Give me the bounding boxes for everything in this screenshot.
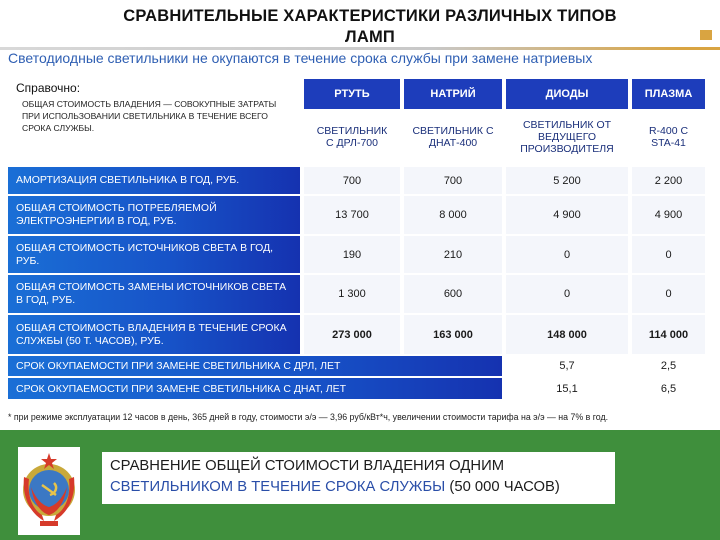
row-label: АМОРТИЗАЦИЯ СВЕТИЛЬНИКА В ГОД, РУБ. (8, 166, 302, 195)
payback-label: СРОК ОКУПАЕМОСТИ ПРИ ЗАМЕНЕ СВЕТИЛЬНИКА С ДНАТ, ЛЕТ (8, 377, 504, 399)
cell-value: 8 000 (402, 195, 504, 235)
summary-line-2-blue: СВЕТИЛЬНИКОМ В ТЕЧЕНИЕ СРОКА СЛУЖБЫ (110, 479, 446, 495)
column-header-mercury: РТУТЬ (302, 79, 402, 109)
table-row (8, 274, 705, 314)
summary-box (102, 452, 615, 504)
column-header-plasma: ПЛАЗМА (630, 79, 705, 109)
table-row (8, 195, 705, 235)
cell-value: 5 200 (504, 166, 630, 195)
cell-value: 148 000 (504, 314, 630, 355)
column-header-diodes: ДИОДЫ (504, 79, 630, 109)
row-label: ОБЩАЯ СТОИМОСТЬ ИСТОЧНИКОВ СВЕТА В ГОД, РУБ. (8, 235, 302, 274)
cell-value: 2 200 (630, 166, 705, 195)
table-row (8, 166, 705, 195)
row-label: ОБЩАЯ СТОИМОСТЬ ВЛАДЕНИЯ В ТЕЧЕНИЕ СРОКА СЛУЖБЫ (50 Т. ЧАСОВ), РУБ. (8, 314, 302, 355)
table-row (8, 235, 705, 274)
row-label: ОБЩАЯ СТОИМОСТЬ ЗАМЕНЫ ИСТОЧНИКОВ СВЕТА В ГОД, РУБ. (8, 274, 302, 314)
cell-value: 210 (402, 235, 504, 274)
title-line-2: ЛАМП (345, 28, 395, 46)
device-mercury: СВЕТИЛЬНИК С ДРЛ-700 (302, 109, 402, 166)
cell-value: 4 900 (630, 195, 705, 235)
summary-line-2 (110, 477, 607, 498)
summary-line-1: СРАВНЕНИЕ ОБЩЕЙ СТОИМОСТИ ВЛАДЕНИЯ ОДНИМ (110, 458, 505, 474)
table-row (8, 314, 705, 355)
device-plasma: R-400 C STA-41 (630, 109, 705, 166)
reference-label: Справочно: (16, 81, 81, 95)
summary-line-2-plain: (50 000 ЧАСОВ) (449, 479, 560, 495)
cell-value: 273 000 (302, 314, 402, 355)
slide-title (40, 6, 700, 48)
cell-value: 114 000 (630, 314, 705, 355)
payback-value: 15,1 (504, 377, 630, 399)
device-diodes: СВЕТИЛЬНИК ОТ ВЕДУЩЕГО ПРОИЗВОДИТЕЛЯ (504, 109, 630, 166)
payback-value: 5,7 (504, 355, 630, 377)
payback-row (8, 355, 705, 377)
cell-value: 13 700 (302, 195, 402, 235)
payback-value: 6,5 (630, 377, 705, 399)
device-sodium: СВЕТИЛЬНИК С ДНАТ-400 (402, 109, 504, 166)
cell-value: 0 (504, 274, 630, 314)
payback-label: СРОК ОКУПАЕМОСТИ ПРИ ЗАМЕНЕ СВЕТИЛЬНИКА С ДРЛ, ЛЕТ (8, 355, 504, 377)
ussr-emblem-icon (18, 447, 80, 535)
slide-subtitle: Светодиодные светильники не окупаются в течение срока службы при замене натриевых (8, 50, 593, 66)
cell-value: 700 (302, 166, 402, 195)
cell-value: 1 300 (302, 274, 402, 314)
cell-value: 4 900 (504, 195, 630, 235)
title-line-1: СРАВНИТЕЛЬНЫЕ ХАРАКТЕРИСТИКИ РАЗЛИЧНЫХ ТИПОВ (123, 7, 617, 25)
corner-accent (700, 30, 712, 40)
footnote: * при режиме эксплуатации 12 часов в день, 365 дней в году, стоимости э/э — 3,96 руб/кВт*ч, увеличении стоимости тарифа на э/э — на 7% в год. (8, 412, 609, 422)
cell-value: 190 (302, 235, 402, 274)
reference-note: ОБЩАЯ СТОИМОСТЬ ВЛАДЕНИЯ — СОВОКУПНЫЕ ЗАТРАТЫ ПРИ ИСПОЛЬЗОВАНИИ СВЕТИЛЬНИКА В ТЕЧЕНИЕ ВСЕГО СРОКА СЛУЖБЫ. (22, 99, 277, 133)
emblem (18, 447, 80, 535)
cell-value: 163 000 (402, 314, 504, 355)
cell-value: 0 (630, 235, 705, 274)
cell-value: 0 (630, 274, 705, 314)
reference-block (8, 79, 302, 165)
payback-row (8, 377, 705, 399)
row-label: ОБЩАЯ СТОИМОСТЬ ПОТРЕБЛЯЕМОЙ ЭЛЕКТРОЭНЕРГИИ В ГОД, РУБ. (8, 195, 302, 235)
payback-value: 2,5 (630, 355, 705, 377)
column-header-sodium: НАТРИЙ (402, 79, 504, 109)
cell-value: 0 (504, 235, 630, 274)
cell-value: 700 (402, 166, 504, 195)
cell-value: 600 (402, 274, 504, 314)
